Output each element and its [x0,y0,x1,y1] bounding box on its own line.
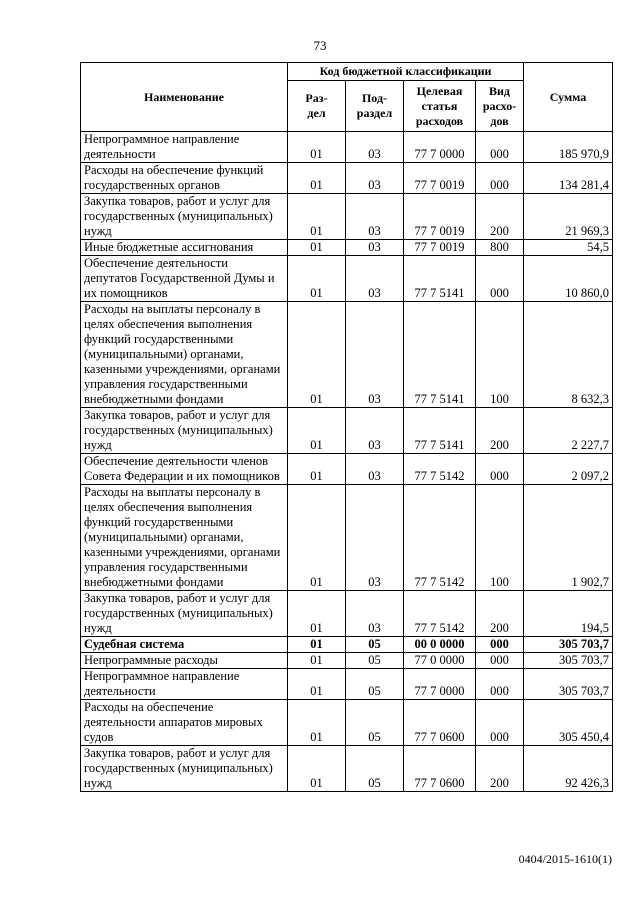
table-row [81,700,613,746]
table-row [81,132,613,163]
row-sum: 305 450,4 [524,700,613,746]
table-row [81,637,613,653]
row-podrazdel: 05 [346,653,404,669]
table-row [81,746,613,792]
row-podrazdel: 03 [346,256,404,302]
row-target-article: 77 7 0019 [404,194,476,240]
row-target-article: 77 7 0600 [404,746,476,792]
row-name: Расходы на обеспечение деятельности аппаратов мировых судов [81,700,288,746]
row-razdel: 01 [288,454,346,485]
row-expense-type: 100 [476,302,524,408]
row-sum: 21 969,3 [524,194,613,240]
row-razdel: 01 [288,256,346,302]
row-sum: 134 281,4 [524,163,613,194]
document-code: 0404/2015-1610(1) [518,852,612,866]
row-razdel: 01 [288,132,346,163]
row-podrazdel: 03 [346,485,404,591]
row-podrazdel: 03 [346,302,404,408]
row-razdel: 01 [288,163,346,194]
row-razdel: 01 [288,700,346,746]
table-row [81,454,613,485]
row-expense-type: 200 [476,194,524,240]
header-code-group: Код бюджетной классификации [288,63,524,81]
row-sum: 10 860,0 [524,256,613,302]
row-podrazdel: 03 [346,408,404,454]
table-row [81,256,613,302]
row-name: Закупка товаров, работ и услуг для государственных (муниципальных) нужд [81,194,288,240]
row-target-article: 77 7 5141 [404,302,476,408]
row-razdel: 01 [288,408,346,454]
table-row [81,240,613,256]
header-name: Наименование [81,63,288,132]
row-target-article: 77 7 5142 [404,591,476,637]
row-target-article: 77 7 0019 [404,163,476,194]
row-sum: 1 902,7 [524,485,613,591]
row-sum: 185 970,9 [524,132,613,163]
table-row [81,408,613,454]
row-podrazdel: 03 [346,132,404,163]
row-sum: 8 632,3 [524,302,613,408]
row-sum: 2 097,2 [524,454,613,485]
row-razdel: 01 [288,591,346,637]
row-expense-type: 000 [476,163,524,194]
row-name: Непрограммные расходы [81,653,288,669]
row-podrazdel: 05 [346,700,404,746]
row-sum: 54,5 [524,240,613,256]
row-podrazdel: 03 [346,163,404,194]
row-expense-type: 000 [476,669,524,700]
row-target-article: 77 7 5142 [404,485,476,591]
row-razdel: 01 [288,485,346,591]
budget-table [80,62,613,792]
header-target: Целевая статья расходов [404,81,476,132]
row-name: Расходы на обеспечение функций государственных органов [81,163,288,194]
table-body [81,132,613,792]
table-row [81,485,613,591]
row-name: Расходы на выплаты персоналу в целях обеспечения выполнения функций государственными (муниципальными) органами, казенными учреждениями, органами управления государственными внебюджетными фондами [81,485,288,591]
row-podrazdel: 03 [346,591,404,637]
header-podrazdel: Под- раздел [346,81,404,132]
row-target-article: 77 7 5142 [404,454,476,485]
row-expense-type: 000 [476,637,524,653]
row-sum: 2 227,7 [524,408,613,454]
table-row [81,194,613,240]
row-razdel: 01 [288,302,346,408]
row-name: Расходы на выплаты персоналу в целях обеспечения выполнения функций государственными (муниципальными) органами, казенными учреждениями, органами управления государственными внебюджетными фондами [81,302,288,408]
row-sum: 194,5 [524,591,613,637]
row-name: Обеспечение деятельности депутатов Государственной Думы и их помощников [81,256,288,302]
table-row [81,163,613,194]
row-razdel: 01 [288,240,346,256]
row-name: Закупка товаров, работ и услуг для государственных (муниципальных) нужд [81,746,288,792]
row-expense-type: 200 [476,746,524,792]
row-razdel: 01 [288,746,346,792]
table-row [81,653,613,669]
row-name: Иные бюджетные ассигнования [81,240,288,256]
row-razdel: 01 [288,194,346,240]
header-vid: Вид расхо- дов [476,81,524,132]
table-row [81,302,613,408]
row-podrazdel: 03 [346,454,404,485]
row-name: Обеспечение деятельности членов Совета Федерации и их помощников [81,454,288,485]
row-target-article: 00 0 0000 [404,637,476,653]
row-target-article: 77 7 0019 [404,240,476,256]
table-header [81,63,613,132]
row-expense-type: 000 [476,653,524,669]
row-expense-type: 000 [476,132,524,163]
row-target-article: 77 7 0600 [404,700,476,746]
row-expense-type: 100 [476,485,524,591]
row-name: Закупка товаров, работ и услуг для государственных (муниципальных) нужд [81,591,288,637]
row-podrazdel: 05 [346,746,404,792]
row-sum: 305 703,7 [524,669,613,700]
row-sum: 305 703,7 [524,653,613,669]
row-target-article: 77 7 0000 [404,132,476,163]
header-razdel: Раз- дел [288,81,346,132]
row-target-article: 77 7 0000 [404,669,476,700]
row-razdel: 01 [288,637,346,653]
row-name: Закупка товаров, работ и услуг для государственных (муниципальных) нужд [81,408,288,454]
row-podrazdel: 03 [346,240,404,256]
row-podrazdel: 03 [346,194,404,240]
row-name: Судебная система [81,637,288,653]
row-sum: 92 426,3 [524,746,613,792]
row-expense-type: 800 [476,240,524,256]
table-row [81,591,613,637]
row-target-article: 77 7 5141 [404,408,476,454]
row-expense-type: 200 [476,408,524,454]
row-expense-type: 000 [476,256,524,302]
row-podrazdel: 05 [346,637,404,653]
row-target-article: 77 7 5141 [404,256,476,302]
row-target-article: 77 0 0000 [404,653,476,669]
row-expense-type: 200 [476,591,524,637]
page-number: 73 [313,38,327,53]
row-name: Непрограммное направление деятельности [81,669,288,700]
row-razdel: 01 [288,653,346,669]
row-expense-type: 000 [476,454,524,485]
row-expense-type: 000 [476,700,524,746]
row-podrazdel: 05 [346,669,404,700]
row-razdel: 01 [288,669,346,700]
row-name: Непрограммное направление деятельности [81,132,288,163]
row-sum: 305 703,7 [524,637,613,653]
header-sum: Сумма [524,63,613,132]
table-row [81,669,613,700]
